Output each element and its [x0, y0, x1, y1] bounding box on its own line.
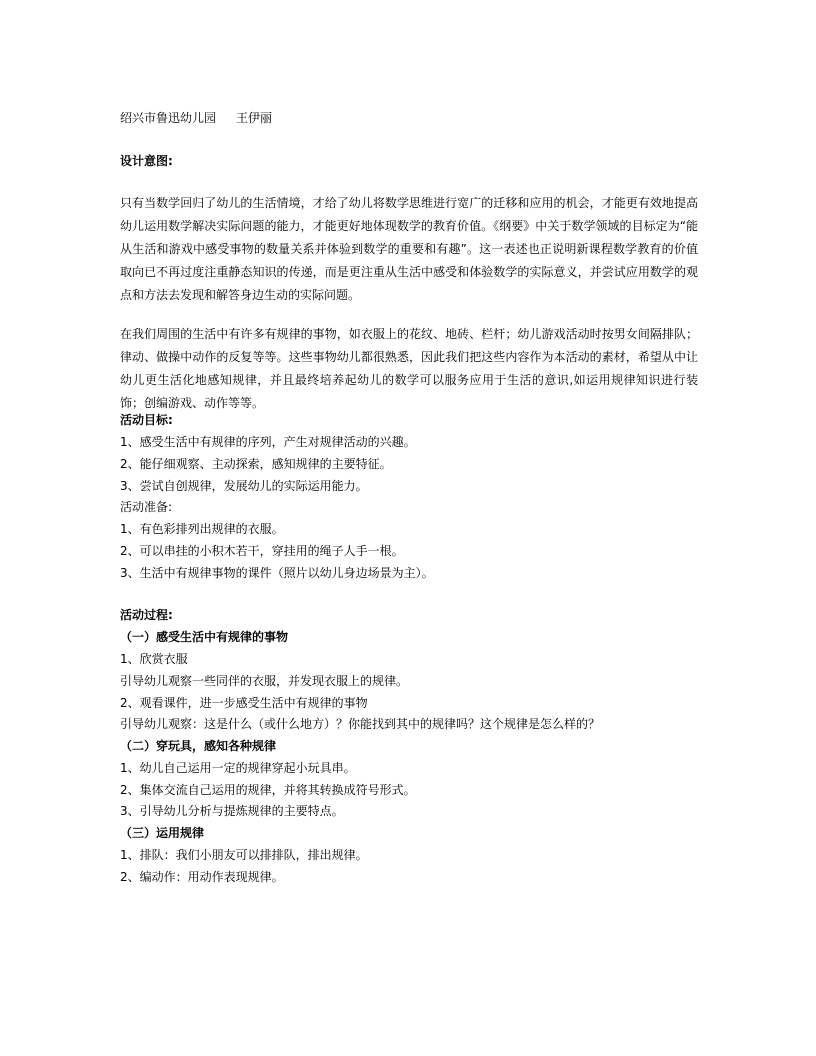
process-section-3-line-1: 1、排队：我们小朋友可以排排队，排出规律。: [120, 848, 368, 862]
goals-heading: 活动目标:: [120, 413, 173, 427]
process-section-3-title: （三）运用规律: [120, 826, 205, 840]
process-section-1-title: （一）感受生活中有规律的事物: [120, 630, 289, 644]
process-heading: 活动过程:: [120, 608, 173, 622]
goal-item-3: 3、尝试自创规律，发展幼儿的实际运用能力。: [120, 479, 368, 493]
process-section-1-line-4: 引导幼儿观察：这是什么（或什么地方）？你能找到其中的规律吗？这个规律是怎么样的？: [120, 717, 601, 731]
design-intent-paragraph-2: 在我们周围的生活中有许多有规律的事物，如衣服上的花纹、地砖、栏杆；幼儿游戏活动时按男女间隔排队；律动、做操中动作的反复等等。这些事物幼儿都很熟悉，因此我们把这些内容作为本活动的素材，希望从中让幼儿更生活化地感知规律，并且最终培养起幼儿的数学可以服务应用于生活的意识,如运用规律知识进行装饰；创编游戏、动作等等。: [120, 327, 698, 410]
process-section-2-line-1: 1、幼儿自己运用一定的规律穿起小玩具串。: [120, 761, 356, 775]
preparation-item-2: 2、可以串挂的小积木若干，穿挂用的绳子人手一根。: [120, 544, 404, 558]
school-name: 绍兴市鲁迅幼儿园: [120, 111, 217, 125]
process-section-1-line-3: 2、观看课件，进一步感受生活中有规律的事物: [120, 696, 368, 710]
preparation-item-3: 3、生活中有规律事物的课件（照片以幼儿身边场景为主）。: [120, 566, 434, 580]
process-section-2-line-2: 2、集体交流自己运用的规律，并将其转换成符号形式。: [120, 783, 416, 797]
design-intent-paragraph-1: 只有当数学回归了幼儿的生活情境，才给了幼儿将数学思维进行宽广的迁移和应用的机会，才能更有效地提高幼儿运用数学解决实际问题的能力，才能更好地体现数学的教育价值。《纲要》中关于数学领域的目标定为“能从生活和游戏中感受事物的数量关系并体验到数学的重要和有趣”。这一表述也正说明新课程数学教育的价值取向已不再过度注重静态知识的传递，而是更注重从生活中感受和体验数学的实际意义，并尝试应用数学的观点和方法去发现和解答身边生动的实际问题。: [120, 196, 698, 302]
preparation-item-1: 1、有色彩排列出规律的衣服。: [120, 522, 284, 536]
goal-item-1: 1、感受生活中有规律的序列，产生对规律活动的兴趣。: [120, 435, 416, 449]
process-section-3-line-2: 2、编动作：用动作表现规律。: [120, 870, 284, 884]
process-section-2-title: （二）穿玩具，感知各种规律: [120, 739, 277, 753]
preparation-heading: 活动准备:: [120, 500, 173, 514]
process-section-1-line-2: 引导幼儿观察一些同伴的衣服，并发现衣服上的规律。: [120, 674, 409, 688]
process-section-2-line-3: 3、引导幼儿分析与提炼规律的主要特点。: [120, 804, 344, 818]
header-line: [120, 110, 700, 126]
design-intent-heading: 设计意图:: [120, 154, 173, 168]
process-section-1-line-1: 1、欣赏衣服: [120, 652, 188, 666]
goal-item-2: 2、能仔细观察、主动探索，感知规律的主要特征。: [120, 457, 392, 471]
author-name: 王伊丽: [236, 111, 273, 125]
